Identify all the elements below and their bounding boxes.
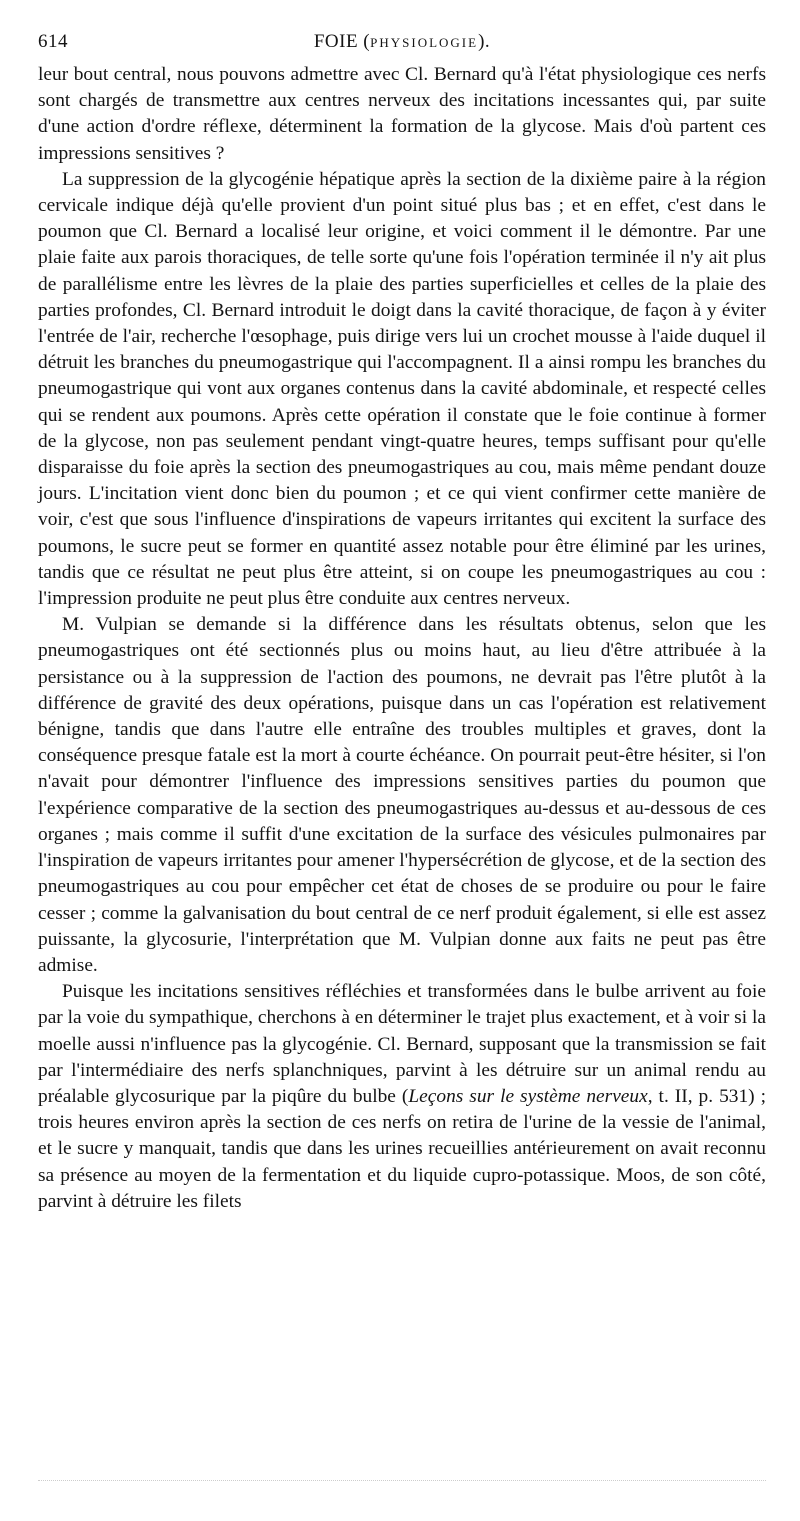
paragraph-1 <box>38 62 766 167</box>
running-title-sub: PHYSIOLOGIE <box>370 35 479 50</box>
paragraph-4-text-b: , t. II, p. 531) ; trois heures environ après la section de ces nerfs on retira de l'urine de la vessie de l'animal, et le sucre y manquait, tandis que dans les urines recueillies antérieurement on avait reconnu sa présence au moyen de la fermentation et du liquide cupro-potassique. Moos, de son côté, parvint à détruire les filets <box>38 1085 766 1212</box>
running-title <box>38 26 766 59</box>
book-page <box>38 26 766 1215</box>
paragraph-2-text: La suppression de la glycogénie hépatique après la section de la dixième paire à la région cervicale indique déjà qu'elle provient d'un point situé plus bas ; et en effet, c'est dans le poumon que Cl. Bernard a localisé leur origine, et voici comment il le démontre. Par une plaie faite aux parois thoraciques, de telle sorte qu'une fois l'opération terminée il n'y ait plus de parallélisme entre les lèvres de la plaie des parties superficielles et celles de la plaie des parties profondes, Cl. Bernard introduit le doigt dans la cavité thoracique, de façon à y éviter l'entrée de l'air, recherche l'œsophage, puis dirige vers lui un crochet mousse à l'aide duquel il détruit les branches du pneumogastrique qui l'accompagnent. Il a ainsi rompu les branches du pneumogastrique qui vont aux organes contenus dans la cavité abdominale, et respecté celles qui se rendent aux poumons. Après cette opération il constate que le foie continue à former de la glycose, non pas seulement pendant vingt-quatre heures, temps suffisant pour qu'elle disparaisse du foie après la section des pneumogastriques au cou, mais même pendant douze jours. L'incitation vient donc bien du poumon ; et ce qui vient confirmer cette manière de voir, c'est que sous l'influence d'inspirations de vapeurs irritantes qui excitent la surface des poumons, le sucre peut se former en quantité assez notable pour être éliminé par les urines, tandis que ce résultat ne peut plus être atteint, si on coupe les pneumogastriques au cou : l'impression produite ne peut plus être conduite aux centres nerveux. <box>38 168 766 610</box>
paragraph-3 <box>38 612 766 979</box>
paragraph-4-text-a: Puisque les incitations sensitives réfléchies et transformées dans le bulbe arrivent au foie par la voie du sympathique, cherchons à en déterminer le trajet plus exactement, et à voir si la moelle aussi n'influence pas la glycogénie. Cl. Bernard, supposant que la transmission se fait par l'intermédiaire des nerfs splanchniques, parvint à les détruire sur un animal rendu au préalable glycosurique par la piqûre du bulbe ( <box>38 981 766 1107</box>
page-number: 614 <box>38 31 68 52</box>
paragraph-4 <box>38 979 766 1215</box>
book-reference-italic: Leçons sur le système nerveux <box>408 1085 648 1107</box>
paragraph-3-text: M. Vulpian se demande si la différence dans les résultats obtenus, selon que les pneumogastriques ont été sectionnés plus ou moins haut, au lieu d'être attribuée à la persistance ou à la suppression de l'action des poumons, ne devrait pas l'être plutôt à la différence de gravité des deux opérations, puisque dans un cas l'opération est relativement bénigne, tandis que dans l'autre elle entraîne des troubles multiples et graves, dont la conséquence presque fatale est la mort à courte échéance. On pourrait peut-être hésiter, si l'on n'avait pour démontrer l'influence des impressions sensitives parties du poumon que l'expérience comparative de la section des pneumogastriques au-dessus et au-dessous de ces organes ; mais comme il suffit d'une excitation de la surface des vésicules pulmonaires par l'inspiration de vapeurs irritantes pour amener l'hypersécrétion de glycose, et de la section des pneumogastriques au cou pour empêcher cet état de choses de se produire ou pour le faire cesser ; comme la galvanisation du bout central de ce nerf produit également, si elle est assez puissante, la glycosurie, l'interprétation que M. Vulpian donne aux faits ne peut pas être admise. <box>38 614 766 976</box>
paragraph-2 <box>38 167 766 612</box>
running-header <box>38 26 766 58</box>
bleed-through-line <box>38 1480 766 1485</box>
running-title-main: FOIE ( <box>313 31 371 52</box>
body-text <box>38 62 766 1215</box>
running-title-end: ). <box>478 31 491 52</box>
paragraph-1-text: leur bout central, nous pouvons admettre avec Cl. Bernard qu'à l'état physiologique ces nerfs sont chargés de transmettre aux centres nerveux des incitations incessantes qui, par suite d'une action d'ordre réflexe, déterminent la formation de la glycose. Mais d'où partent ces impressions sensitives ? <box>38 64 766 164</box>
